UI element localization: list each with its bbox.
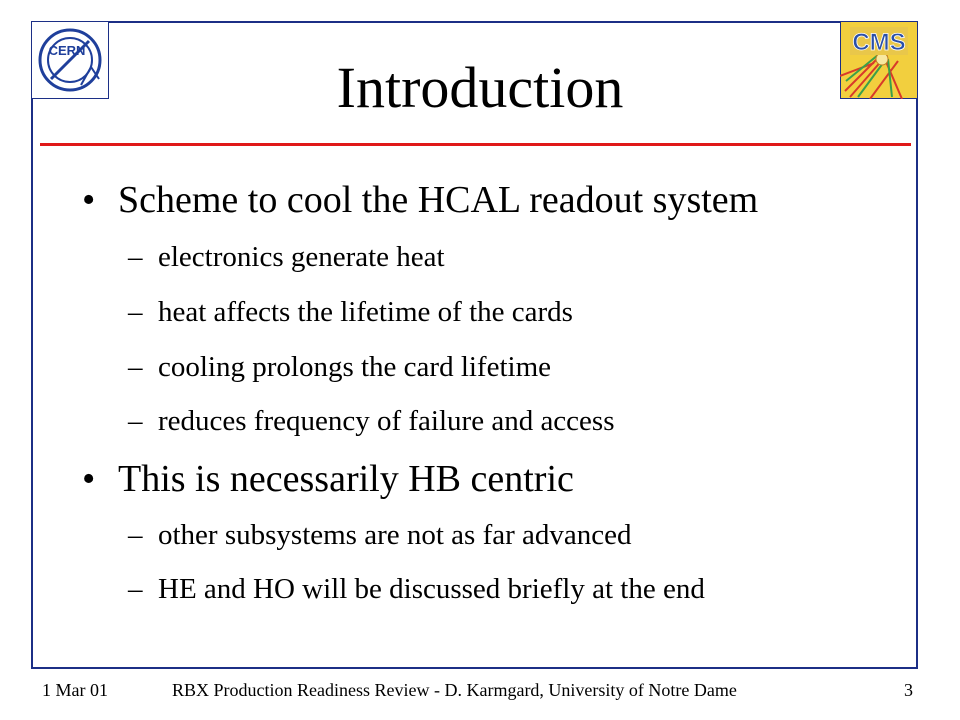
cern-logo (31, 21, 109, 99)
footer-presentation-info: RBX Production Readiness Review - D. Karmgard, University of Notre Dame (172, 680, 737, 700)
title-underline (40, 143, 911, 146)
cern-logo-text: CERN (48, 43, 86, 58)
sub-bullet-text: cooling prolongs the card lifetime (158, 351, 552, 383)
bullet-item (82, 176, 758, 224)
sub-bullet-item (128, 238, 445, 276)
sub-bullet-marker: – (128, 296, 143, 328)
bullet-text: This is necessarily HB centric (118, 458, 574, 500)
bullet-marker: • (82, 179, 96, 221)
sub-bullet-item (128, 348, 551, 386)
sub-bullet-item (128, 516, 632, 554)
footer-date: 1 Mar 01 (42, 680, 108, 700)
sub-bullet-marker: – (128, 351, 143, 383)
cms-logo (840, 21, 918, 99)
slide-title: Introduction (336, 55, 624, 120)
footer-page-number: 3 (904, 680, 913, 700)
sub-bullet-marker: – (128, 519, 143, 551)
sub-bullet-text: other subsystems are not as far advanced (158, 519, 632, 551)
sub-bullet-marker: – (128, 573, 143, 605)
bullet-item (82, 455, 574, 503)
sub-bullet-text: HE and HO will be discussed briefly at the end (158, 573, 705, 605)
sub-bullet-text: reduces frequency of failure and access (158, 405, 615, 437)
sub-bullet-marker: – (128, 405, 143, 437)
sub-bullet-item (128, 570, 705, 608)
sub-bullet-text: heat affects the lifetime of the cards (158, 296, 573, 328)
sub-bullet-marker: – (128, 241, 143, 273)
cms-logo-text: CMS (852, 29, 906, 56)
bullet-marker: • (82, 458, 96, 500)
sub-bullet-item (128, 402, 615, 440)
sub-bullet-text: electronics generate heat (158, 241, 445, 273)
bullet-text: Scheme to cool the HCAL readout system (118, 179, 759, 221)
sub-bullet-item (128, 293, 573, 331)
